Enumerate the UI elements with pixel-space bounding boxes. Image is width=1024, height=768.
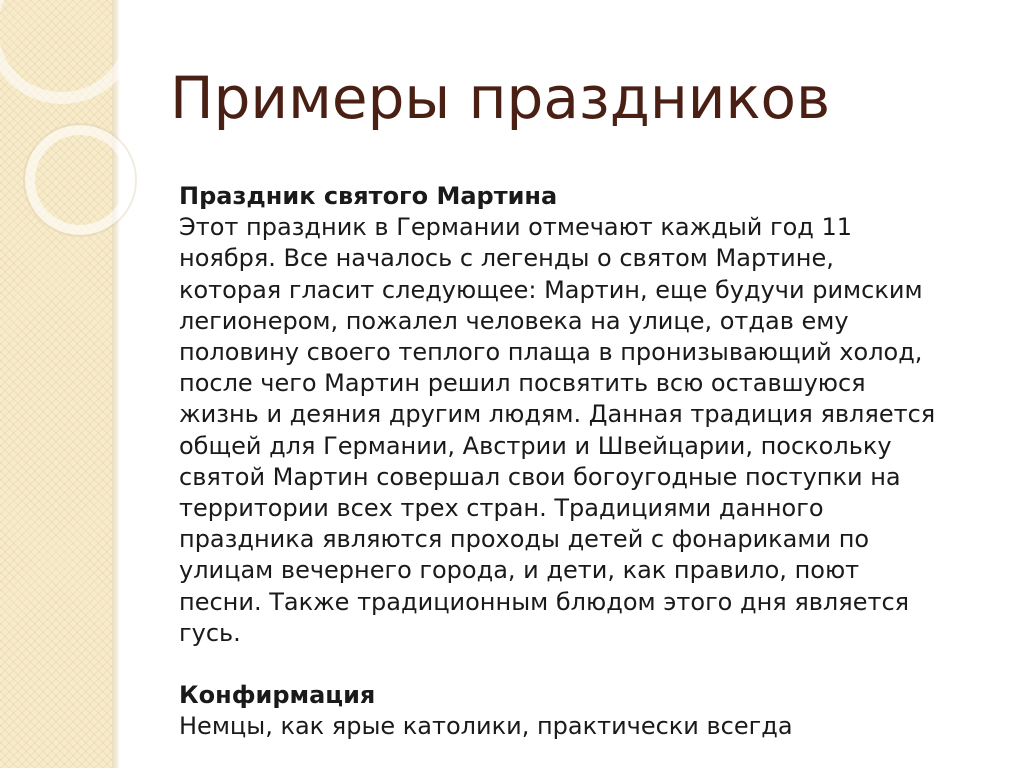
ring-large bbox=[0, 0, 132, 98]
section-heading: Праздник святого Мартина bbox=[179, 182, 558, 210]
section-spacer bbox=[179, 649, 939, 680]
ring-small bbox=[30, 130, 130, 230]
slide-content bbox=[179, 181, 939, 743]
section-body: Этот праздник в Германии отмечают каждый год 11 ноября. Все началось с легенды о святом Мартине, которая гласит следующее: Мартин, еще будучи римским легионером, пожалел человека на улице, отдав ему половину своего теплого плаща в пронизывающий холод, после чего Мартин решил посвятить всю оставшуюся жизнь и деяния другим людям. Данная традиция является общей для Германии, Австрии и Швейцарии, поскольку святой Мартин совершал свои богоугодные поступки на территории всех трех стран. Традициями данного праздника являются проходы детей с фонариками по улицам вечернего города, и дети, как правило, поют песни. Также традиционным блюдом этого дня является гусь. bbox=[179, 213, 936, 647]
section-st-martin bbox=[179, 181, 939, 649]
decorative-rings bbox=[0, 0, 140, 300]
section-heading: Конфирмация bbox=[179, 681, 376, 710]
section-confirmation bbox=[179, 680, 939, 742]
ring-shadow bbox=[24, 124, 136, 236]
slide-title: Примеры праздников bbox=[170, 64, 831, 132]
section-body: Немцы, как ярые католики, практически всегда bbox=[179, 712, 793, 741]
